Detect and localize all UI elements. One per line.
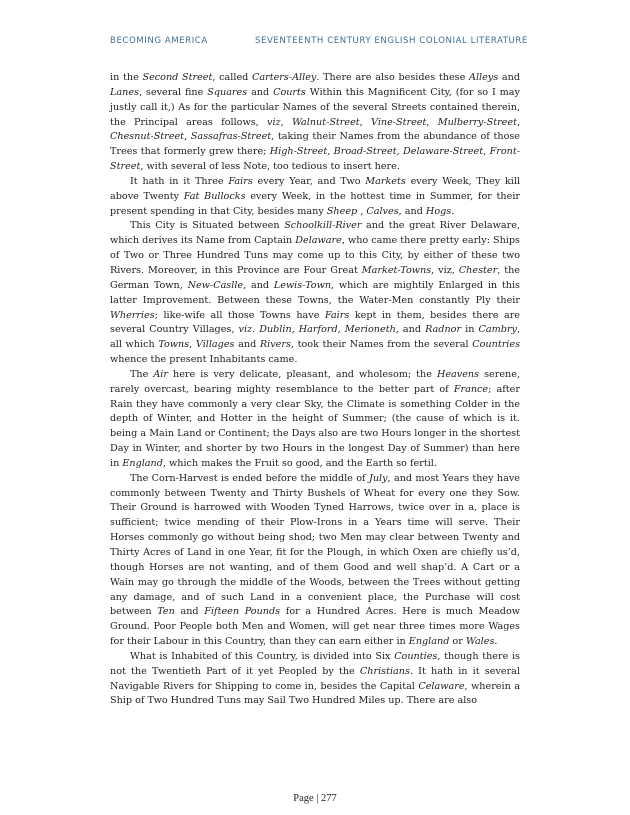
page-number: Page | 277 — [293, 793, 337, 804]
italic-text: Fifteen Pounds — [204, 606, 281, 618]
italic-text: England — [408, 636, 450, 648]
text: . There are also besides these — [316, 72, 469, 83]
italic-text: Celaware — [418, 680, 465, 692]
text: whence the present Inhabitants came. — [110, 354, 298, 366]
text: here is very delicate, pleasant, and wholesom; the — [168, 368, 437, 380]
text: The Corn-Harvest is ended before the middle of — [130, 472, 369, 484]
italic-text: Chesnut-Street — [110, 131, 185, 143]
paragraph — [110, 650, 520, 709]
italic-text: Cambry — [478, 324, 517, 336]
italic-text: Courts — [273, 86, 306, 98]
text: , — [426, 116, 438, 128]
italic-text: Squares — [207, 86, 248, 98]
text: . — [451, 205, 455, 217]
italic-text: Delaware — [295, 235, 342, 247]
text: , wherein a Ship of Two Hundred Tuns may Sail Two Hundred Miles up. There are also — [110, 680, 520, 707]
text: , — [280, 116, 292, 128]
text: , all which — [110, 324, 520, 351]
text: and the great River Delaware, which derives its Name from Captain — [110, 220, 520, 247]
italic-text: Ten — [157, 606, 175, 618]
text: , with several of less Note, too tedious to insert here. — [140, 161, 400, 173]
italic-text: Hogs — [425, 205, 452, 217]
italic-text: Markets — [365, 175, 406, 187]
paragraph — [110, 175, 520, 220]
italic-text: New-Caslle — [187, 279, 244, 291]
text: , several fine — [138, 86, 208, 98]
italic-text: July — [368, 472, 388, 484]
text: , — [483, 146, 490, 158]
text: , the German Town, — [110, 264, 520, 291]
italic-text: Radnor — [425, 324, 462, 336]
italic-text: Mulberry-Street — [437, 116, 517, 128]
italic-text: Wherries — [110, 309, 155, 321]
text: , took their Names from the several — [290, 339, 473, 351]
text: serene, rarely overcast, bearing mighty resemblance to the better part of — [110, 368, 521, 395]
text: for a Hundred Acres. Here is much Meadow Ground. Poor People both Men and Women, will get near three times more Wages for their Labour in this Country, than they can earn either in — [110, 606, 521, 648]
italic-text: Christians — [359, 665, 410, 677]
text: in — [461, 324, 479, 336]
italic-text: Broad-Street — [333, 146, 397, 158]
body-text — [110, 71, 520, 709]
text: , — [516, 116, 521, 128]
text: , and most Years they have commonly between Twenty and Thirty Bushels of Wheat for every one they Sow. Their Ground is harrowed with Wooden Tyned Harrows, twice over in a, place is sufficient; twice mending of their Plow-Irons in a Years time will serve. Their Horses commonly go without being shod; two Men may clear between Twenty and Thirty Acres of Land in one Year, fit for the Plough, in which Oxen are chiefly us’d, though Horses are not wanting, and of them Good and well shap’d. A Cart or a Wain may go through the middle of the Woods, between the Trees without getting any damage, and of such Land in a convenient place, the Purchase will cost between — [110, 472, 521, 618]
text: every Week, They kill above Twenty — [110, 175, 520, 202]
paragraph — [110, 472, 520, 650]
italic-text: viz. Dublin, Harford, Merioneth — [238, 324, 396, 336]
text: in the — [110, 72, 143, 83]
text: , and — [395, 324, 426, 336]
italic-text: Heavens — [436, 368, 480, 380]
italic-text: viz — [267, 116, 281, 128]
text: ; like-wife all those Towns have — [154, 309, 325, 321]
text: Within this Magnificent City, (for so I may justly call it,) As for the particular Names of the several Streets contained therein, the Principal areas follows, — [110, 86, 520, 128]
header-book-title: BECOMING AMERICA — [110, 36, 208, 46]
text: and — [234, 339, 260, 351]
text: ; after Rain they have commonly a very clear Sky, the Climate is something Colder in the depth of Winter, and Hotter in the height of Summer; (the cause of which is it. being a Main Land or Continent; the Days also are two Hours longer in the shortest Day in Winter, and shorter by two Hours in the longest Day of Summer) than here in — [110, 383, 520, 469]
italic-text: Walnut-Street — [291, 116, 360, 128]
text: , and — [243, 279, 274, 291]
italic-text: Lewis-Town — [273, 279, 332, 291]
paragraph — [110, 71, 520, 175]
italic-text: Market-Towns — [361, 264, 432, 276]
italic-text: Fairs — [228, 175, 253, 187]
text: and — [247, 86, 274, 98]
italic-text: Lanes — [110, 86, 139, 98]
italic-text: Wales — [465, 636, 495, 648]
paragraph — [110, 219, 520, 367]
text: kept in them, besides there are several Country Villages, — [110, 309, 520, 336]
text: What is Inhabited of this Country, is divided into Six — [130, 650, 395, 662]
italic-text: Fat Bullocks — [183, 190, 246, 202]
text: , though there is not the Twentieth Part of it yet Peopled by the — [110, 650, 520, 677]
italic-text: Air — [153, 368, 168, 380]
text: , — [357, 205, 367, 217]
italic-text: England — [122, 457, 163, 469]
italic-text: Front-Street — [110, 146, 520, 173]
text: and — [498, 72, 521, 83]
text: . It hath in it several Navigable Rivers for Shipping to come in, besides the Capital — [110, 665, 520, 692]
italic-text: Calves — [366, 205, 399, 217]
text: , viz, — [431, 264, 459, 276]
italic-text: Counties — [394, 650, 438, 662]
italic-text: Towns — [158, 339, 190, 351]
text: It hath in it Three — [130, 175, 229, 187]
text: , — [327, 146, 334, 158]
italic-text: Sassafras-Street — [190, 131, 272, 143]
text: . — [494, 636, 498, 648]
italic-text: Delaware-Street — [403, 146, 484, 158]
text: , which are mightily Enlarged in this latter Improvement. Between these Towns, the Water-Men constantly Ply their — [110, 279, 521, 306]
italic-text: Alleys — [469, 72, 499, 83]
italic-text: Villages — [195, 339, 235, 351]
italic-text: Sheep — [326, 205, 358, 217]
italic-text: Rivers — [259, 339, 291, 351]
italic-text: Carters-Alley — [252, 72, 317, 83]
text: , taking their Names from the abundance of those Trees that formerly grew there; — [110, 131, 520, 158]
text: , who came there pretty early: Ships of Two or Three Hundred Tuns may come up to this City, by either of these two Rivers. Moreover, in this Province are Four Great — [110, 235, 520, 276]
text: , and — [398, 205, 426, 217]
paragraph — [110, 368, 520, 472]
italic-text: Chester — [458, 264, 498, 276]
italic-text: Second Street — [142, 72, 213, 83]
text: , — [396, 146, 404, 158]
italic-text: Fairs — [324, 309, 350, 321]
text: and — [174, 606, 205, 618]
italic-text: High-Street — [269, 146, 328, 158]
text: , — [359, 116, 372, 128]
text: The — [130, 368, 154, 380]
text: This City is Situated between — [130, 220, 285, 232]
text: , — [184, 131, 191, 143]
text: , which makes the Fruit so good, and the Earth so fertil. — [162, 457, 437, 469]
text: or — [449, 636, 466, 648]
italic-text: Countries — [472, 339, 521, 351]
italic-text: Vine-Street — [371, 116, 427, 128]
text: every Week, in the hottest time in Summer, for their present spending in that City, besides many — [110, 190, 520, 217]
text: , — [189, 339, 196, 351]
text: every Year, and Two — [252, 175, 366, 187]
italic-text: Schoolkill-River — [284, 220, 362, 232]
text: , called — [212, 72, 253, 83]
header-section-title: SEVENTEENTH CENTURY ENGLISH COLONIAL LITERATURE — [255, 36, 528, 46]
italic-text: France — [453, 383, 489, 395]
